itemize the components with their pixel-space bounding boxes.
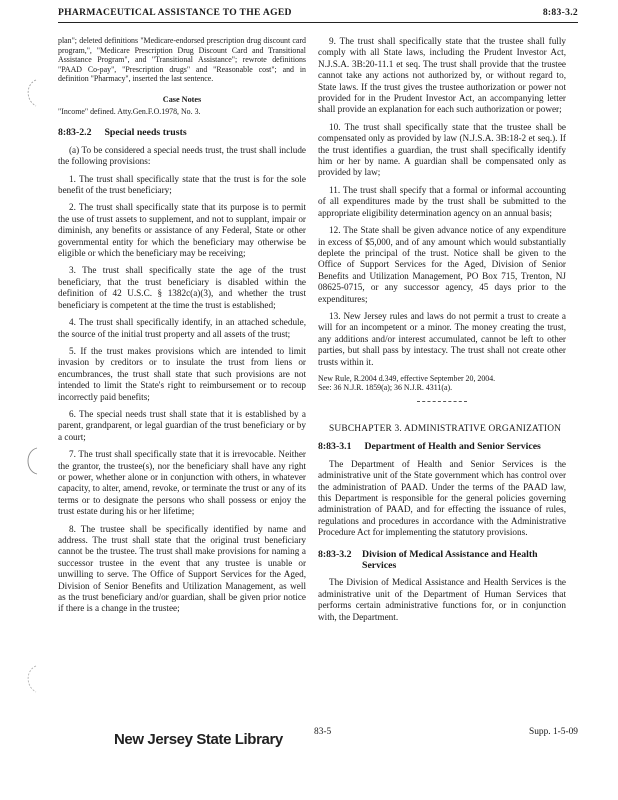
page-footer <box>58 722 578 762</box>
page-number: 83-5 <box>314 727 332 737</box>
running-header-section: 8:83-3.2 <box>542 7 578 18</box>
paragraph: The Department of Health and Senior Services is the administrative unit of the State government which has control over the administration of PAAD. Under the terms of the PAAD law, this Department is responsible for the general policies governing administration of PAAD, and for effecting the issuance of rules, regulations and procedures in accordance with the Administrative Procedure Act for implementing the statutory provisions. <box>318 458 566 538</box>
paragraph: 5. If the trust makes provisions which are intended to limit invasion by creditors or to insulate the trust from liens or encumbrances, the trust shall state that such provisions are not intended to limit the State's right to reimbursement or to recoup incorrectly paid benefits; <box>58 345 306 402</box>
paragraph: 8. The trustee shall be specifically identified by name and address. The trust shall state that the original trust beneficiary cannot be the trustee. The trust shall make provisions for naming a successor trustee in the event that any trustee is unable or unwilling to serve. The Office of Support Services for the Aged, Division of Senior Benefits and Utilization Management, as well as the trust beneficiary and/or guardian, shall be given prior notice if there is a change in the trustee; <box>58 523 306 614</box>
section-number: 8:83-3.2 <box>318 548 352 560</box>
paragraph: 6. The special needs trust shall state that it is established by a parent, grandparent, or legal guardian of the trust beneficiary or by a court; <box>58 408 306 442</box>
paragraph: The Division of Medical Assistance and Health Services is the administrative unit of the Department of Human Services that performs certain administrative functions for, or in conjunction with, the Department. <box>318 577 566 622</box>
amendment-note: plan"; deleted definitions "Medicare-endorsed prescription drug discount card program,", "Medicare Prescription Drug Discount Card and Transitional Assistance Program", and "Transitional Assistance"; rewrote definitions "PAAD Co-pay", "Prescription drugs" and "Reasonable cost"; and in definition "Pharmacy", inserted the last sentence. <box>58 36 306 83</box>
history-note <box>318 374 566 393</box>
paragraph: 10. The trust shall specifically state that the trustee shall be compensated only as provided by law (N.J.S.A. 3B:18-2 et seq.). If the trust identifies a guardian, the trust shall specifically identify him or her by name. A guardian shall be compensated only as provided by law; <box>318 121 566 178</box>
running-header-title: PHARMACEUTICAL ASSISTANCE TO THE AGED <box>58 7 292 18</box>
punch-hole-mark <box>22 78 42 108</box>
section-heading <box>58 127 306 138</box>
paragraph: 13. New Jersey rules and laws do not permit a trust to create a will for an incompetent or a minor. The money creating the trust, any additions and/or interest accumulated, cannot be left to other parties, but shall pass by intestacy. The trust shall not create other trusts within it. <box>318 310 566 367</box>
paragraph: 4. The trust shall specifically identify, in an attached schedule, the source of the initial trust property and all assets of the trust; <box>58 317 306 339</box>
supplement-date: Supp. 1-5-09 <box>529 727 578 737</box>
library-stamp: New Jersey State Library <box>114 731 283 748</box>
paragraph: (a) To be considered a special needs trust, the trust shall include the following provisions: <box>58 144 306 167</box>
section-number: 8:83-2.2 <box>58 127 92 139</box>
punch-hole-mark <box>22 446 42 476</box>
case-notes-title: Case Notes <box>162 94 202 104</box>
subchapter-heading: SUBCHAPTER 3. ADMINISTRATIVE ORGANIZATION <box>329 423 562 434</box>
section-number: 8:83-3.1 <box>318 441 352 453</box>
right-column <box>318 36 566 629</box>
paragraph: 11. The trust shall specify that a formal or informal accounting of all expenditures made by the trust shall be submitted to the appropriate eligibility determination agency on an annual basis; <box>318 184 566 218</box>
section-title: Special needs trusts <box>104 127 187 139</box>
running-header <box>58 6 578 23</box>
paragraph: 2. The trust shall specifically state that its purpose is to permit the use of trust assets to supplement, and not to supplant, impair or diminish, any benefits or assistance of any Federal, State or other governmental entity for which the beneficiary may otherwise be eligible or which the beneficiary may be receiving; <box>58 202 306 259</box>
section-title: Division of Medical Assistance and Health Services <box>362 548 538 572</box>
section-heading <box>318 549 566 572</box>
paragraph: 3. The trust shall specifically state the age of the trust beneficiary, that the trust beneficiary is disabled within the definition of 42 U.S.C. § 1382c(a)(3), and whether the trust beneficiary is competent at the time the trust is established; <box>58 265 306 310</box>
left-column <box>58 36 306 621</box>
history-line: See: 36 N.J.R. 1859(a); 36 N.J.R. 4311(a). <box>318 383 453 393</box>
history-line: New Rule, R.2004 d.349, effective September 20, 2004. <box>318 373 496 383</box>
divider <box>417 401 467 402</box>
punch-hole-mark <box>22 664 42 694</box>
paragraph: 7. The trust shall specifically state that it is irrevocable. Neither the grantor, the trustee(s), nor the beneficiary shall have any right or power, whether alone or in conjunction with others, in whatever capacity, to alter, amend, revoke, or terminate the trust or any of its terms or to designate the persons who shall possess or enjoy the trust estate during his or her lifetime; <box>58 449 306 517</box>
paragraph: 1. The trust shall specifically state that the trust is for the sole benefit of the trust beneficiary; <box>58 173 306 196</box>
case-note: "Income" defined. Atty.Gen.F.O.1978, No. 3. <box>58 106 201 116</box>
section-title: Department of Health and Senior Services <box>364 441 541 453</box>
section-heading <box>318 441 566 452</box>
paragraph: 12. The State shall be given advance notice of any expenditure in excess of $5,000, and of any amount which would substantially deplete the principal of the trust. Notice shall be given to the Office of Support Services for the Aged, Division of Senior Benefits and Utilization Management, PO Box 715, Trenton, NJ 08625-0715, or any successor agency, 45 days prior to the expenditures; <box>318 225 566 304</box>
paragraph: 9. The trust shall specifically state that the trustee shall fully comply with all State laws, including the Prudent Investor Act, N.J.S.A. 3B:20-11.1 et seq. The trust shall provide that the trustee cannot take any actions not authorized by, or without regard to, State laws. If the trust gives the trustee authorization or power not provided for in the Prudent Investor Act, an accompanying letter shall provide an explanation for each such authorization or power; <box>318 36 566 115</box>
